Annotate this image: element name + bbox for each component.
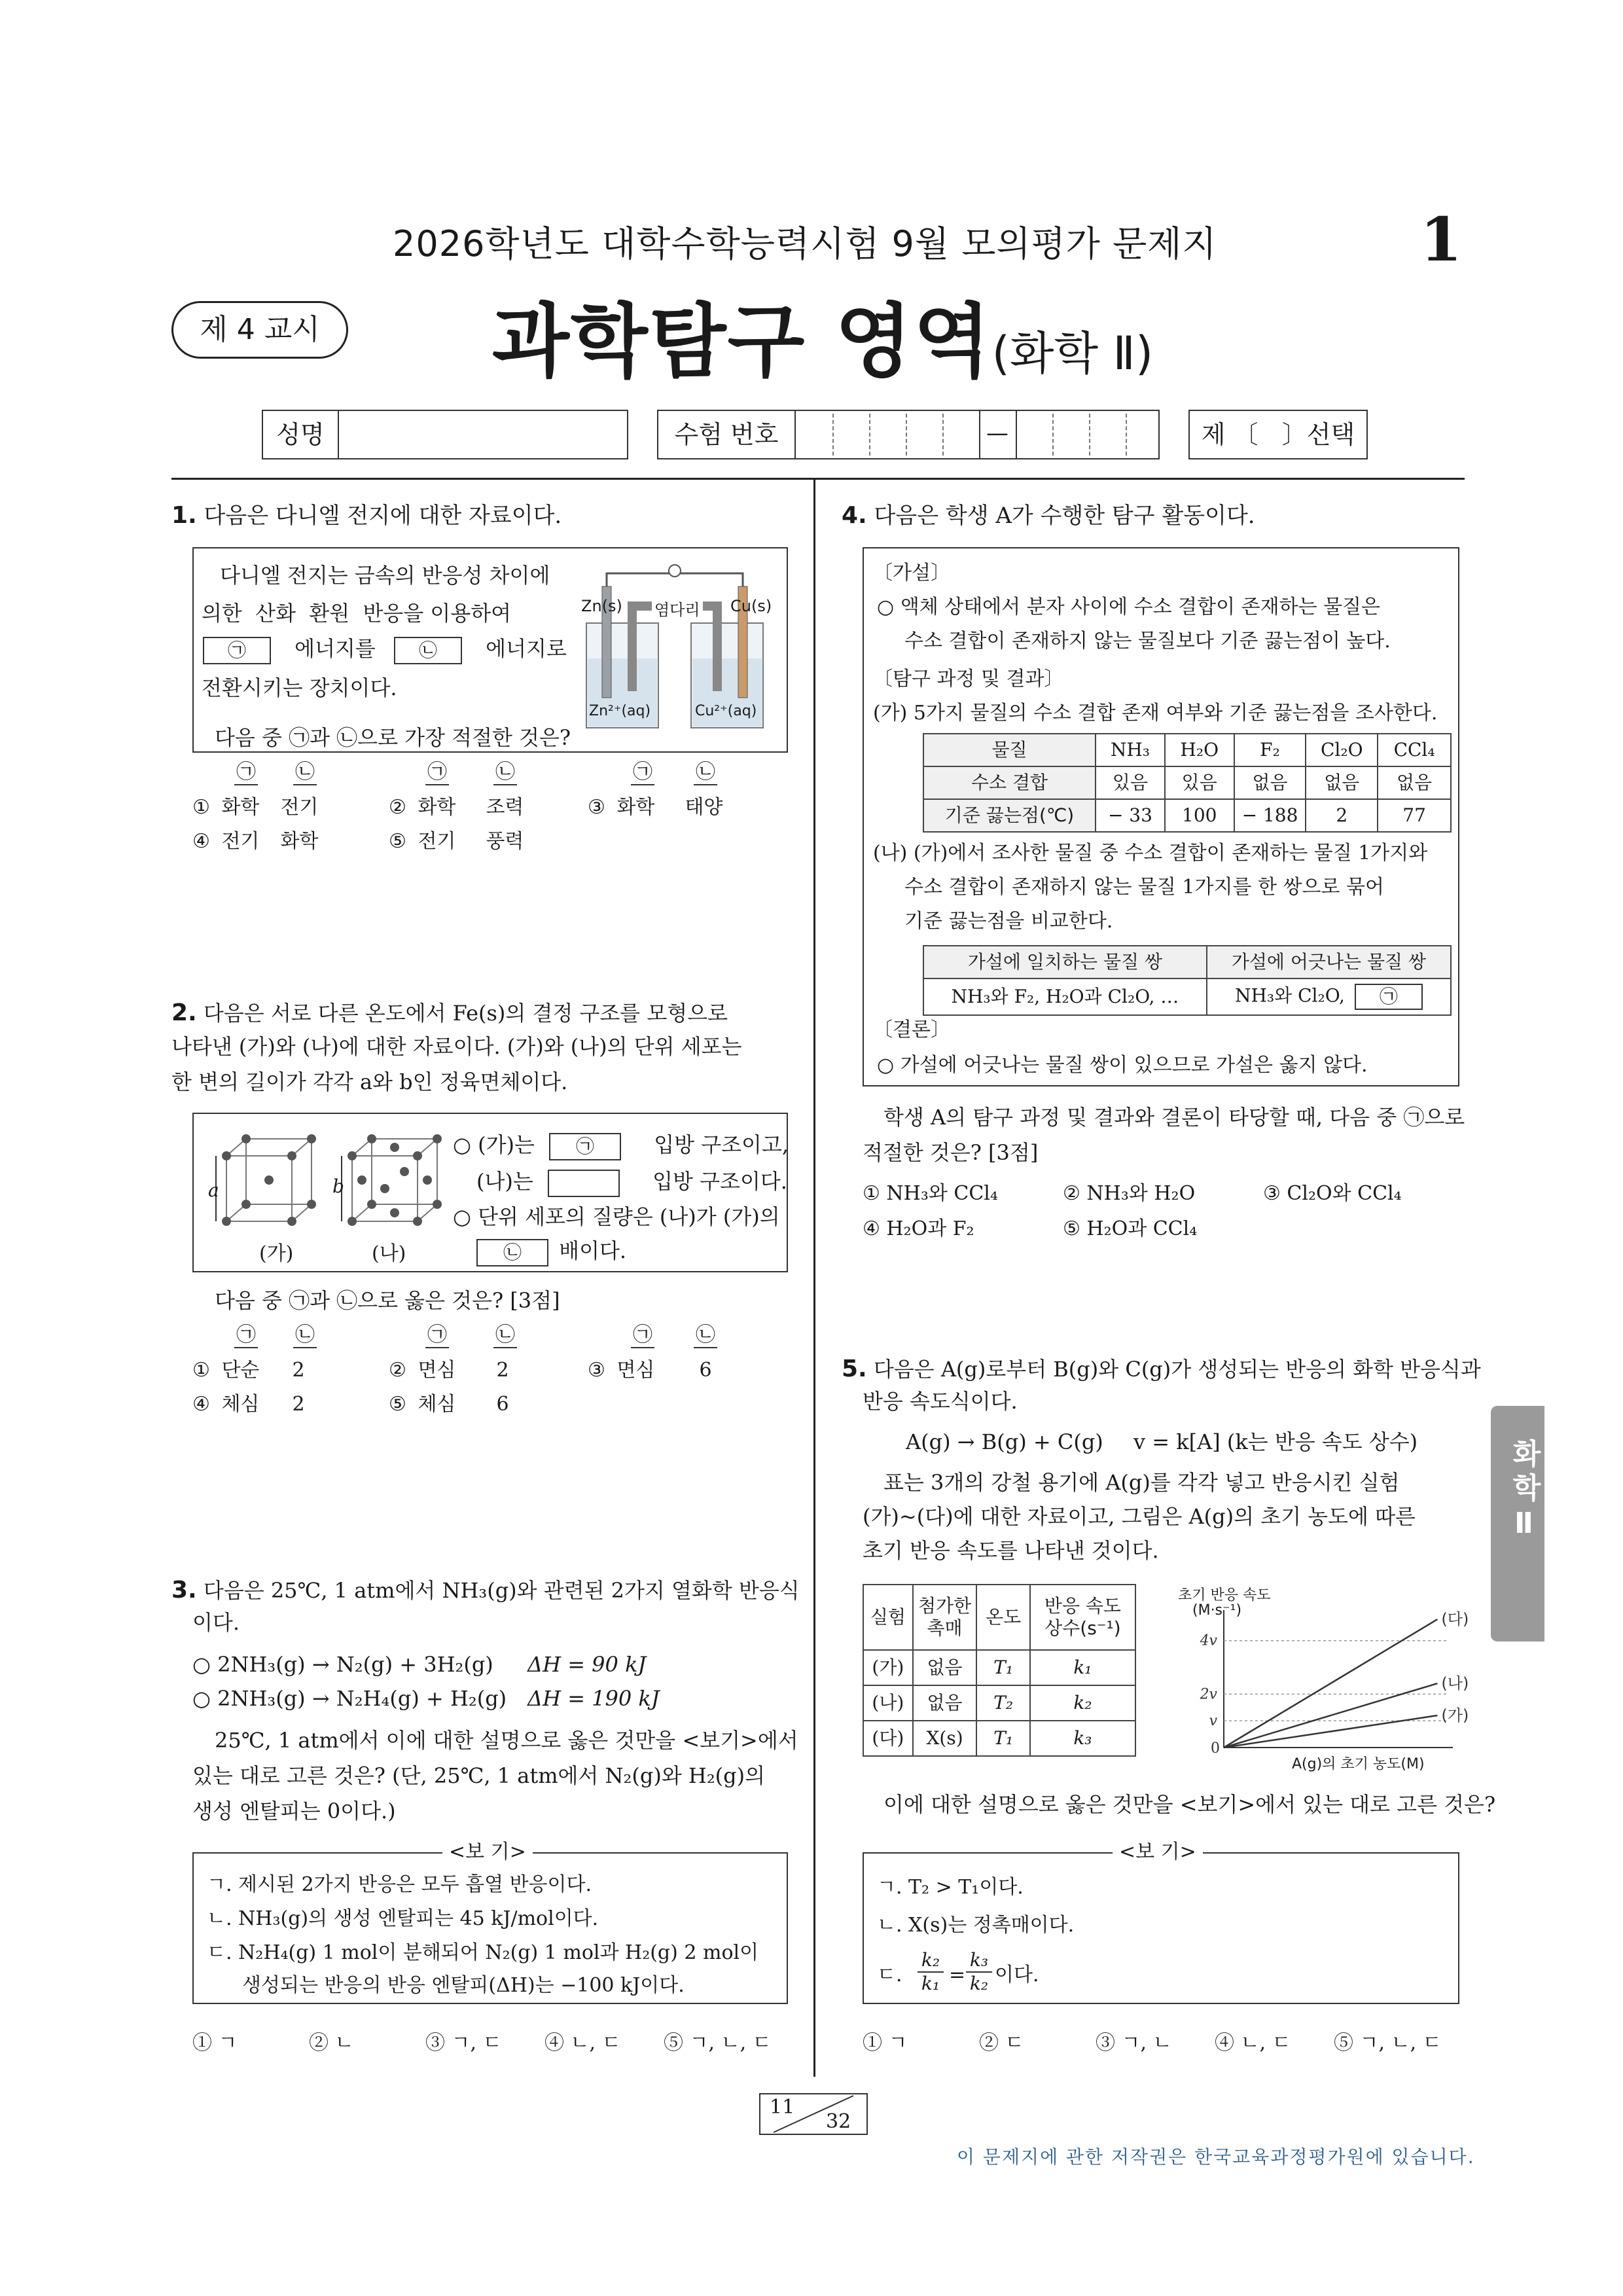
q1-box-line3-b: 에너지로 xyxy=(486,636,567,661)
q3-choice-5[interactable]: ⑤ ㄱ, ㄴ, ㄷ xyxy=(664,2032,772,2054)
q5-r2-c2: T₁ xyxy=(976,1721,1030,1756)
q5-bogi-3-prefix: ㄷ. xyxy=(877,1964,902,1986)
q2-col-b-1: ㉡ xyxy=(293,1323,317,1348)
q3-choice-2[interactable]: ② ㄴ xyxy=(309,2032,354,2054)
q1-box-line2: 의한 산화 환원 반응을 이용하여 xyxy=(202,601,512,626)
exam-number-dash: — xyxy=(986,420,1008,446)
q1-choices xyxy=(192,761,794,859)
q5-r2-c1: X(s) xyxy=(913,1721,977,1756)
fig-b-length: b xyxy=(332,1175,344,1197)
select-field[interactable] xyxy=(1188,410,1368,459)
q4-proc-a: (가) 5가지 물질의 수소 결합 존재 여부와 기준 끓는점을 조사한다. xyxy=(873,702,1438,725)
q2-choice-3[interactable]: ③ 면심 6 xyxy=(588,1359,712,1382)
q1-blank-2: ㉡ xyxy=(394,637,462,664)
q3-stem xyxy=(171,1576,800,1604)
chart-plot xyxy=(1161,1584,1469,1774)
q1-choice-5[interactable]: ⑤ 전기 풍력 xyxy=(389,830,524,853)
q2-choice-5[interactable]: ⑤ 체심 6 xyxy=(389,1393,509,1416)
q2-choice-4[interactable]: ④ 체심 2 xyxy=(192,1393,305,1416)
q4-blank: ㉠ xyxy=(1355,984,1423,1010)
fig-bridge-label: 염다리 xyxy=(652,597,703,620)
chart-y-tick-label: v xyxy=(1209,1713,1217,1730)
q3-bogi-3a: ㄷ. N₂H₄(g) 1 mol이 분해되어 N₂(g) 1 mol과 H₂(g) 2 mol이 xyxy=(207,1941,759,1964)
t2-r0-c1 xyxy=(1207,978,1451,1015)
q4-choice-3[interactable]: ③ Cl₂O와 CCl₄ xyxy=(1263,1182,1402,1205)
q2-question: 다음 중 ㉠과 ㉡으로 옳은 것은? [3점] xyxy=(215,1288,560,1313)
name-label: 성명 xyxy=(263,411,339,458)
q5-r0-c1: 없음 xyxy=(913,1650,977,1685)
q4-hyp-1: ○ 액체 상태에서 분자 사이에 수소 결합이 존재하는 물질은 xyxy=(877,596,1381,619)
fcc-cube-figure xyxy=(332,1130,450,1241)
chart-series-label: (가) xyxy=(1441,1706,1469,1725)
t1-r0-c4: 없음 xyxy=(1306,766,1378,799)
q1-col-b-2: ㉡ xyxy=(493,761,517,785)
t1-h0: 물질 xyxy=(923,734,1096,766)
q3-eq2: ○ 2NH₃(g) → N₂H₄(g) + H₂(g) xyxy=(192,1686,507,1711)
q2-col-b-2: ㉡ xyxy=(493,1323,517,1348)
q4-box xyxy=(863,547,1459,1086)
chart-series-line xyxy=(1224,1715,1437,1748)
q4-choices xyxy=(863,1182,1465,1254)
t1-r1-c2: 100 xyxy=(1165,799,1234,832)
q4-question2: 적절한 것은? [3점] xyxy=(863,1140,1039,1165)
q1-stem xyxy=(171,501,562,529)
q2-choice-1[interactable]: ① 단순 2 xyxy=(192,1359,305,1382)
q5-stem2: 반응 속도식이다. xyxy=(863,1389,1018,1414)
q2-stem3: 한 변의 길이가 각각 a와 b인 정육면체이다. xyxy=(171,1069,568,1094)
q5-th-4: 반응 속도 상수(s⁻¹) xyxy=(1030,1585,1135,1650)
q5-bogi-title: <보 기> xyxy=(1113,1840,1203,1864)
q4-hyp-2: 수소 결합이 존재하지 않는 물질보다 기준 끓는점이 높다. xyxy=(904,630,1391,653)
chart-series-line xyxy=(1224,1619,1437,1748)
q1-col-a-1: ㉠ xyxy=(234,761,258,785)
q1-number: 1. xyxy=(171,502,197,529)
q2-blank-2 xyxy=(548,1170,620,1197)
q3-bogi-1: ㄱ. 제시된 2가지 반응은 모두 흡열 반응이다. xyxy=(207,1873,592,1896)
q5-r0-c3: k₁ xyxy=(1030,1650,1135,1685)
q5-frac-eq: = xyxy=(949,1964,966,1986)
select-label: 제 〔 〕선택 xyxy=(1201,420,1355,449)
q5-r0-c2: T₁ xyxy=(976,1650,1030,1685)
q2-col-a-3: ㉠ xyxy=(631,1323,654,1348)
q1-box-line1: 다니엘 전지는 금속의 반응성 차이에 xyxy=(220,563,550,588)
q1-choice-3[interactable]: ③ 화학 태양 xyxy=(588,796,723,819)
q1-box xyxy=(192,547,788,753)
q5-choice-1[interactable]: ① ㄱ xyxy=(863,2032,908,2054)
q5-th-3: 온도 xyxy=(976,1585,1030,1650)
exam-number-cells xyxy=(796,411,1158,458)
t1-r1-c5: 77 xyxy=(1378,799,1451,832)
q4-question1: 학생 A의 탐구 과정 및 결과와 결론이 타당할 때, 다음 중 ㉠으로 xyxy=(883,1105,1465,1130)
q1-stem-text: 다음은 다니엘 전지에 대한 자료이다. xyxy=(204,503,562,529)
q5-frac-1: k₂ k₁ xyxy=(918,1949,944,1994)
t2-r0-c0: NH₃와 F₂, H₂O과 Cl₂O, … xyxy=(923,978,1207,1015)
t1-r1-c0: 기준 끓는점(℃) xyxy=(923,799,1096,832)
q3-question2: 있는 대로 고른 것은? (단, 25℃, 1 atm에서 N₂(g)와 H₂(g)의 xyxy=(192,1763,766,1788)
q5-choice-4[interactable]: ④ ㄴ, ㄷ xyxy=(1215,2032,1291,2054)
exam-number-field[interactable] xyxy=(657,410,1160,459)
fig-b-label: (나) xyxy=(372,1242,406,1265)
subject-title xyxy=(492,278,1153,392)
t1-r1-c1: − 33 xyxy=(1096,799,1165,832)
side-tab xyxy=(1491,1406,1544,1641)
period-text: 제 4 교시 xyxy=(200,313,320,346)
t1-r1-c3: − 188 xyxy=(1234,799,1306,832)
q4-number: 4. xyxy=(842,502,867,529)
page-indicator xyxy=(759,2093,868,2135)
q5-stem1: 다음은 A(g)로부터 B(g)와 C(g)가 생성되는 반응의 화학 반응식과 xyxy=(873,1357,1481,1382)
q1-choice-2[interactable]: ② 화학 조력 xyxy=(389,796,524,819)
q2-col-a-2: ㉠ xyxy=(425,1323,449,1348)
q3-stem2: 이다. xyxy=(192,1610,240,1635)
chart-series-line xyxy=(1224,1683,1437,1748)
q2-box-s2: (나)는 입방 구조이다. xyxy=(476,1169,787,1197)
q5-r1-c2: T₂ xyxy=(976,1685,1030,1721)
t1-r1-c4: 2 xyxy=(1306,799,1378,832)
t1-r0-c3: 없음 xyxy=(1234,766,1306,799)
t2-h0: 가설에 일치하는 물질 쌍 xyxy=(923,946,1207,978)
q2-choice-2[interactable]: ② 면심 2 xyxy=(389,1359,509,1382)
t1-h3: F₂ xyxy=(1234,734,1306,766)
chart-origin-label: 0 xyxy=(1211,1740,1220,1757)
q3-eq1: ○ 2NH₃(g) → N₂(g) + 3H₂(g) xyxy=(192,1652,493,1677)
t1-h2: H₂O xyxy=(1165,734,1234,766)
q1-col-b-3: ㉡ xyxy=(694,761,717,785)
t1-h4: Cl₂O xyxy=(1306,734,1378,766)
page-number: 1 xyxy=(1420,204,1463,275)
q1-col-b-1: ㉡ xyxy=(293,761,317,785)
chart-y-tick-label: 4v xyxy=(1200,1632,1217,1649)
q1-blank-1: ㉠ xyxy=(203,637,271,664)
q2-box-s4: ㉡ 배이다. xyxy=(476,1238,626,1266)
q5-chart xyxy=(1161,1584,1469,1774)
q1-box-line4: 전환시키는 장치이다. xyxy=(202,675,397,700)
q5-number: 5. xyxy=(842,1355,867,1382)
t2-row-b-text: NH₃와 Cl₂O, xyxy=(1235,984,1345,1007)
side-tab-text: 화학Ⅱ xyxy=(1507,1439,1541,1545)
column-divider xyxy=(813,480,815,2077)
q1-choice-4[interactable]: ④ 전기 화학 xyxy=(192,830,319,853)
q4-table-1 xyxy=(923,733,1452,833)
q5-rate-law: v = k[A] (k는 반응 속도 상수) xyxy=(1133,1429,1418,1454)
fig-zn-ion-label: Zn²⁺(aq) xyxy=(589,703,651,719)
q2-blank-1: ㉠ xyxy=(549,1133,621,1160)
q3-question1: 25℃, 1 atm에서 이에 대한 설명으로 옳은 것만을 <보기>에서 xyxy=(215,1728,798,1753)
q2-choices xyxy=(192,1323,794,1422)
q2-stem2: 나타낸 (가)와 (나)에 대한 자료이다. (가)와 (나)의 단위 세포는 xyxy=(171,1034,742,1059)
q5-question: 이에 대한 설명으로 옳은 것만을 <보기>에서 있는 대로 고른 것은? xyxy=(883,1792,1496,1817)
q4-proc-b3: 기준 끓는점을 비교한다. xyxy=(904,910,1113,933)
q3-eq2-dh: ΔH = 190 kJ xyxy=(527,1686,660,1711)
q2-stem xyxy=(171,999,728,1027)
t1-r0-c0: 수소 결합 xyxy=(923,766,1096,799)
fig-a-length: a xyxy=(208,1179,219,1201)
q5-desc1: 표는 3개의 강철 용기에 A(g)를 각각 넣고 반응시킨 실험 xyxy=(883,1470,1400,1495)
subject-sub: (화학 Ⅱ) xyxy=(991,327,1154,380)
t1-r0-c2: 있음 xyxy=(1165,766,1234,799)
t1-r0-c5: 없음 xyxy=(1378,766,1451,799)
chart-series-label: (나) xyxy=(1441,1674,1469,1693)
q5-equation: A(g) → B(g) + C(g) xyxy=(906,1429,1103,1454)
fig-cu-ion-label: Cu²⁺(aq) xyxy=(695,703,757,719)
name-field[interactable] xyxy=(262,410,628,459)
q3-stem1: 다음은 25℃, 1 atm에서 NH₃(g)와 관련된 2가지 열화학 반응식 xyxy=(203,1578,800,1603)
q3-choice-1[interactable]: ① ㄱ xyxy=(192,2032,238,2054)
q2-col-b-3: ㉡ xyxy=(694,1323,717,1348)
q4-concl: ○ 가설에 어긋나는 물질 쌍이 있으므로 가설은 옳지 않다. xyxy=(877,1054,1368,1077)
page-total: 32 xyxy=(826,2110,851,2133)
exam-number-label: 수험 번호 xyxy=(658,411,796,458)
q5-r2-c0: (다) xyxy=(863,1721,913,1756)
q5-r1-c3: k₂ xyxy=(1030,1685,1135,1721)
q4-proc-b2: 수소 결합이 존재하지 않는 물질 1가지를 한 쌍으로 묶어 xyxy=(904,876,1384,899)
q5-choice-3[interactable]: ③ ㄱ, ㄴ xyxy=(1096,2032,1172,2054)
fig-zn-label: Zn(s) xyxy=(581,597,622,615)
q3-bogi-2: ㄴ. NH₃(g)의 생성 엔탈피는 45 kJ/mol이다. xyxy=(207,1907,599,1930)
q3-eq1-dh: ΔH = 90 kJ xyxy=(527,1652,647,1677)
q2-stem1: 다음은 서로 다른 온도에서 Fe(s)의 결정 구조를 모형으로 xyxy=(203,1001,728,1026)
q2-box-s3: ○ 단위 세포의 질량은 (나)가 (가)의 xyxy=(453,1204,780,1229)
q3-bogi-box xyxy=(192,1840,788,2004)
fig-a-label: (가) xyxy=(259,1242,294,1265)
q5-desc3: 초기 반응 속도를 나타낸 것이다. xyxy=(863,1538,1159,1563)
fig-cu-label: Cu(s) xyxy=(730,597,772,615)
q3-number: 3. xyxy=(171,1577,197,1604)
q3-choice-3[interactable]: ③ ㄱ, ㄷ xyxy=(425,2032,502,2054)
bcc-cube-figure xyxy=(207,1130,325,1241)
q3-bogi-title: <보 기> xyxy=(442,1840,533,1864)
q5-bogi-2: ㄴ. X(s)는 정촉매이다. xyxy=(877,1914,1075,1937)
q5-r1-c1: 없음 xyxy=(913,1685,977,1721)
page-current: 11 xyxy=(770,2096,795,2119)
q4-proc-title: 〔탐구 과정 및 결과〕 xyxy=(873,668,1064,691)
q1-choice-1[interactable]: ① 화학 전기 xyxy=(192,796,319,819)
t1-h1: NH₃ xyxy=(1096,734,1165,766)
q5-frac-2: k₃ k₂ xyxy=(966,1949,992,1994)
q4-choice-5[interactable]: ⑤ H₂O과 CCl₄ xyxy=(1063,1217,1198,1240)
q5-th-2: 첨가한 촉매 xyxy=(913,1585,977,1650)
q4-stem-text: 다음은 학생 A가 수행한 탐구 활동이다. xyxy=(874,503,1255,529)
q4-stem xyxy=(842,501,1255,529)
q2-box xyxy=(192,1113,788,1272)
q4-table-2 xyxy=(923,945,1452,1016)
copyright-notice: 이 문제지에 관한 저작권은 한국교육과정평가원에 있습니다. xyxy=(957,2146,1475,2168)
t1-r0-c1: 있음 xyxy=(1096,766,1165,799)
chart-ylabel: 초기 반응 속도 xyxy=(1178,1587,1271,1604)
exam-title: 2026학년도 대학수학능력시험 9월 모의평가 문제지 xyxy=(393,223,1217,264)
t2-h1: 가설에 어긋나는 물질 쌍 xyxy=(1207,946,1451,978)
q5-stem xyxy=(842,1355,1481,1383)
q2-blank-3: ㉡ xyxy=(476,1239,548,1266)
q5-table xyxy=(863,1584,1136,1757)
q2-number: 2. xyxy=(171,999,197,1026)
q3-question3: 생성 엔탈피는 0이다.) xyxy=(192,1799,396,1823)
t1-h5: CCl₄ xyxy=(1378,734,1451,766)
q3-bogi-3b: 생성되는 반응의 반응 엔탈피(ΔH)는 −100 kJ이다. xyxy=(242,1974,685,1997)
q5-bogi-1: ㄱ. T₂ > T₁이다. xyxy=(877,1876,1024,1899)
q4-choice-2[interactable]: ② NH₃와 H₂O xyxy=(1063,1182,1196,1205)
period-badge xyxy=(171,301,348,359)
q4-hyp-title: 〔가설〕 xyxy=(873,562,950,584)
q1-col-a-2: ㉠ xyxy=(425,761,449,785)
q5-th-1: 실험 xyxy=(863,1585,913,1650)
q1-box-line3-a: 에너지를 xyxy=(294,636,376,661)
q4-choice-4[interactable]: ④ H₂O과 F₂ xyxy=(863,1217,974,1240)
q1-box-line3 xyxy=(203,636,567,664)
q5-choice-2[interactable]: ② ㄷ xyxy=(979,2032,1024,2054)
q2-box-s1: ○ (가)는 ㉠ 입방 구조이고, xyxy=(453,1132,789,1160)
q3-choice-4[interactable]: ④ ㄴ, ㄷ xyxy=(544,2032,621,2054)
q2-col-a-1: ㉠ xyxy=(234,1323,258,1348)
subject-main: 과학탐구 영역 xyxy=(492,295,992,388)
q4-concl-title: 〔결론〕 xyxy=(873,1018,950,1041)
q1-col-a-3: ㉠ xyxy=(631,761,654,785)
q5-choice-5[interactable]: ⑤ ㄱ, ㄴ, ㄷ xyxy=(1334,2032,1442,2054)
q5-bogi-box xyxy=(863,1840,1459,2004)
q5-r0-c0: (가) xyxy=(863,1650,913,1685)
chart-xlabel: A(g)의 초기 농도(M) xyxy=(1292,1756,1425,1772)
header-rule xyxy=(171,478,1465,480)
q5-r1-c0: (나) xyxy=(863,1685,913,1721)
q5-desc2: (가)~(다)에 대한 자료이고, 그림은 A(g)의 초기 농도에 따른 xyxy=(863,1504,1416,1529)
q1-question: 다음 중 ㉠과 ㉡으로 가장 적절한 것은? xyxy=(215,725,571,750)
chart-yunit: (M·s⁻¹) xyxy=(1192,1602,1242,1619)
q4-proc-b1: (나) (가)에서 조사한 물질 중 수소 결합이 존재하는 물질 1가지와 xyxy=(873,842,1428,865)
q5-bogi-3-suffix: 이다. xyxy=(995,1964,1039,1986)
chart-y-tick-label: 2v xyxy=(1200,1686,1217,1703)
chart-series-label: (다) xyxy=(1441,1610,1469,1629)
q5-r2-c3: k₃ xyxy=(1030,1721,1135,1756)
q4-choice-1[interactable]: ① NH₃와 CCl₄ xyxy=(863,1182,998,1205)
